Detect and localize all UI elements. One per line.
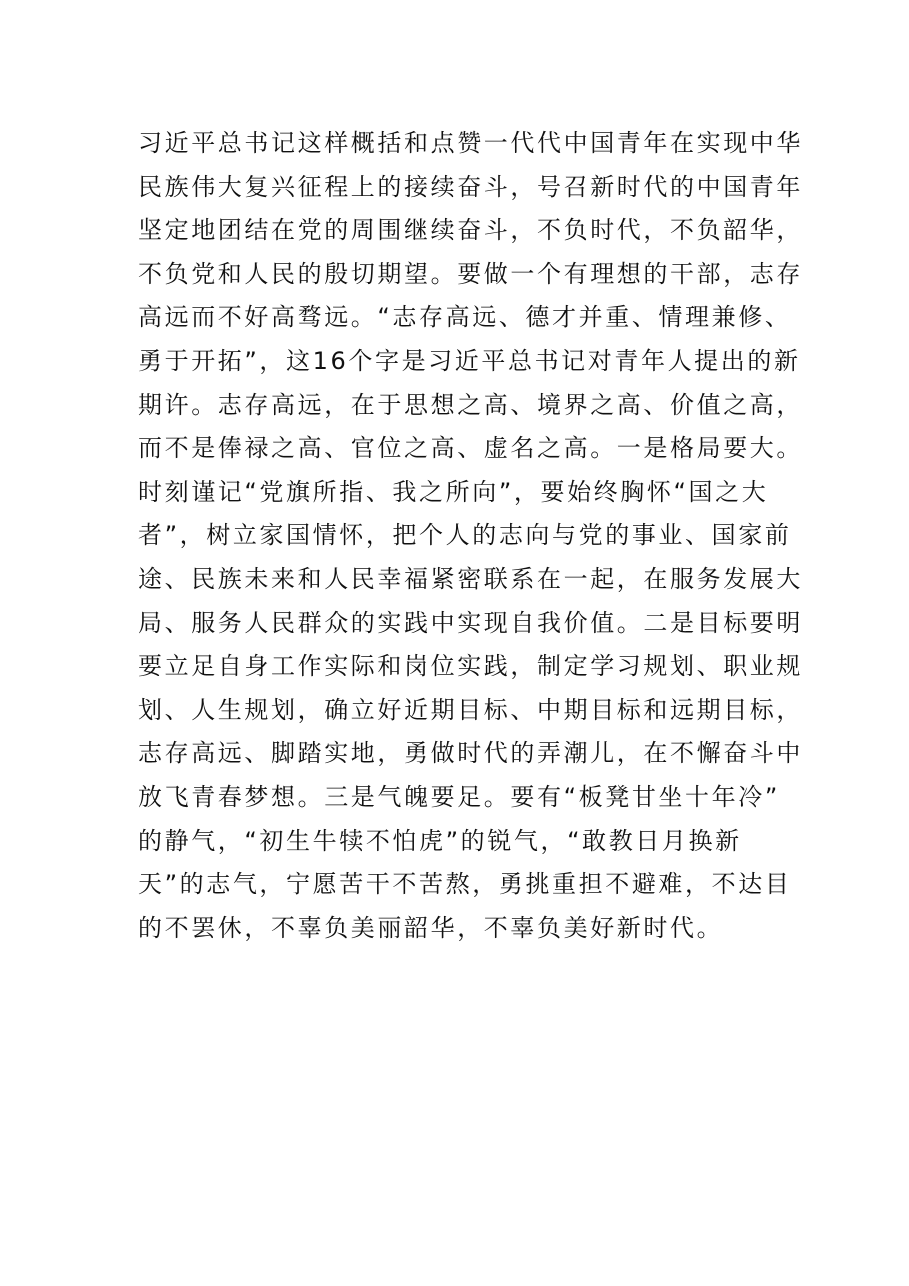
paragraph-line: 途、民族未来和人民幸福紧密联系在一起，在服务发展大 xyxy=(138,564,803,593)
paragraph-line: 习近平总书记这样概括和点赞一代代中国青年在实现中华 xyxy=(138,129,803,157)
paragraph-line: 的静气，“初生牛犊不怕虎”的锐气，“敢教日月换新 xyxy=(138,826,742,855)
body-paragraph xyxy=(138,122,803,950)
paragraph-line: 不负党和人民的殷切期望。要做一个有理想的干部，志存 xyxy=(138,259,803,288)
paragraph-line: 局、服务人民群众的实践中实现自我价值。二是目标要明 xyxy=(138,608,803,637)
paragraph-line: 而不是俸禄之高、官位之高、虚名之高。一是格局要大。 xyxy=(138,434,803,463)
paragraph-line: 划、人生规划，确立好近期目标、中期目标和远期目标， xyxy=(138,695,803,724)
paragraph-line: 民族伟大复兴征程上的接续奋斗，号召新时代的中国青年 xyxy=(138,172,803,201)
paragraph-line: 天”的志气，宁愿苦干不苦熬，勇挑重担不避难，不达目 xyxy=(138,870,792,899)
paragraph-line: 时刻谨记“党旗所指、我之所向”，要始终胸怀“国之大 xyxy=(138,477,769,506)
paragraph-line: 期许。志存高远，在于思想之高、境界之高、价值之高， xyxy=(138,390,803,419)
paragraph-line: 者”，树立家国情怀，把个人的志向与党的事业、国家前 xyxy=(138,521,792,550)
paragraph-line: 放飞青春梦想。三是气魄要足。要有“板凳甘坐十年冷” xyxy=(138,782,780,811)
paragraph-line: 要立足自身工作实际和岗位实践，制定学习规划、职业规 xyxy=(138,652,803,681)
paragraph-line: 的不罢休，不辜负美丽韶华，不辜负美好新时代。 xyxy=(138,913,724,942)
paragraph-line: 坚定地团结在党的周围继续奋斗，不负时代，不负韶华， xyxy=(138,216,803,245)
paragraph-line: 志存高远、脚踏实地，勇做时代的弄潮儿，在不懈奋斗中 xyxy=(138,739,803,768)
paragraph-line: 勇于开拓”，这16个字是习近平总书记对青年人提出的新 xyxy=(138,346,801,375)
paragraph-line: 高远而不好高骛远。“志存高远、德才并重、情理兼修、 xyxy=(138,303,792,332)
